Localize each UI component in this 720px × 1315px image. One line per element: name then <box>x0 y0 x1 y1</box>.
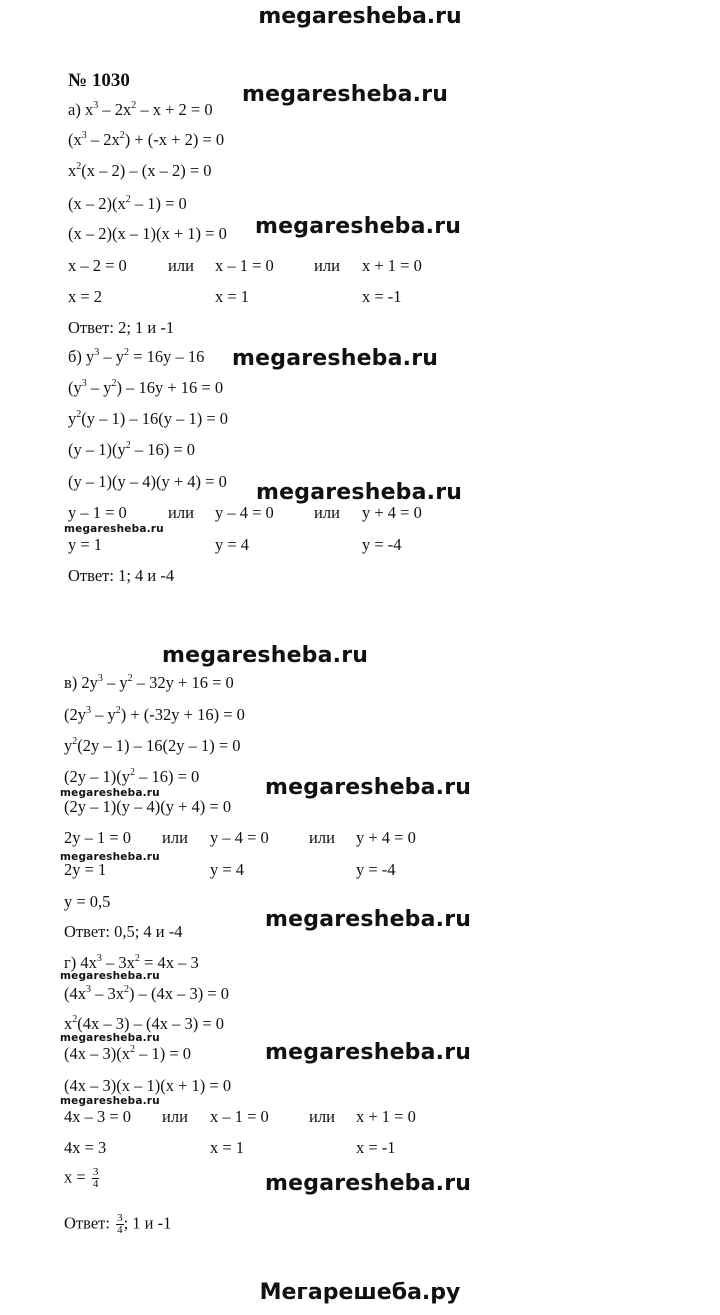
part-b-case-2: y – 4 = 0 <box>215 503 274 522</box>
watermark-small-2: megaresheba.ru <box>60 787 160 799</box>
part-v-step-1: $(2y^3 - y^2) + (-32y + 16) = 0$ <box>64 704 245 724</box>
part-a-step-4: (x – 2)(x – 1)(x + 1) = 0 <box>68 224 227 243</box>
part-g-step-4: (4x – 3)(x – 1)(x + 1) = 0 <box>64 1076 232 1095</box>
part-g-root-3: x = -1 <box>356 1138 396 1157</box>
watermark-1: megaresheba.ru <box>242 82 449 107</box>
part-v-step-4: (2y – 1)(y – 4)(y + 4) = 0 <box>64 797 232 816</box>
part-v-root-2: y = 4 <box>210 860 245 879</box>
part-a-root-3: x = -1 <box>362 287 402 306</box>
part-a-case-2: x – 1 = 0 <box>215 256 274 275</box>
part-b-equation: б) $y^3 - y^2 = 16y - 16$ <box>68 346 205 366</box>
part-g-step-3: $(4x - 3)(x^2 - 1) = 0$ <box>64 1043 192 1063</box>
fraction-three-quarters: $\frac{3}{4}$ <box>92 1166 99 1190</box>
site-header: megaresheba.ru <box>258 4 462 29</box>
watermark-8: megaresheba.ru <box>265 1040 472 1065</box>
watermark-9: megaresheba.ru <box>265 1171 472 1196</box>
part-g-step-2: $x^2(4x - 3) - (4x - 3) = 0$ <box>64 1013 225 1033</box>
part-v-step-3: $(2y - 1)(y^2 - 16) = 0$ <box>64 766 200 786</box>
watermark-small-5: megaresheba.ru <box>60 1032 160 1044</box>
part-a-step-2: $x^2(x - 2) - (x - 2) = 0$ <box>68 160 212 180</box>
part-a-root-2: x = 1 <box>215 287 250 306</box>
watermark-2: megaresheba.ru <box>255 214 462 239</box>
part-a-root-1: x = 2 <box>68 287 103 306</box>
part-v-root-3: y = -4 <box>356 860 396 879</box>
part-v-root-1: 2y = 1 <box>64 860 107 879</box>
answer-fraction: $\frac{3}{4}$ <box>117 1212 123 1236</box>
part-g-step-1: $(4x^3 - 3x^2) - (4x - 3) = 0$ <box>64 983 230 1003</box>
part-b-root-1: y = 1 <box>68 535 103 554</box>
part-a-or-1: или <box>168 256 194 275</box>
part-g-case-3: x + 1 = 0 <box>356 1107 416 1126</box>
part-b-step-3: $(y - 1)(y^2 - 16) = 0$ <box>68 439 196 459</box>
part-g-root-1: 4x = 3 <box>64 1138 107 1157</box>
part-v-or-1: или <box>162 828 188 847</box>
part-a-step-3: $(x - 2)(x^2 - 1) = 0$ <box>68 193 187 213</box>
part-b-root-3: y = -4 <box>362 535 402 554</box>
watermark-5: megaresheba.ru <box>162 643 369 668</box>
part-g-answer: Ответ: $\frac{3}{4}$ ; 1 и -1 <box>64 1212 172 1236</box>
part-b-step-1: $(y^3 - y^2) - 16y + 16 = 0$ <box>68 377 224 397</box>
part-g-or-2: или <box>309 1107 335 1126</box>
part-b-step-2: $y^2(y - 1) - 16(y - 1) = 0$ <box>68 408 229 428</box>
part-b-answer: Ответ: 1; 4 и -4 <box>68 566 175 585</box>
part-v-case-2: y – 4 = 0 <box>210 828 269 847</box>
part-a-answer: Ответ: 2; 1 и -1 <box>68 318 175 337</box>
watermark-7: megaresheba.ru <box>265 907 472 932</box>
part-g-case-1: 4x – 3 = 0 <box>64 1107 132 1126</box>
part-b-case-1: y – 1 = 0 <box>68 503 127 522</box>
part-a-case-1: x – 2 = 0 <box>68 256 127 275</box>
part-v-or-2: или <box>309 828 335 847</box>
part-g-equation: г) $4x^3 - 3x^2 = 4x - 3$ <box>64 952 199 972</box>
watermark-3: megaresheba.ru <box>232 346 439 371</box>
watermark-4: megaresheba.ru <box>256 480 463 505</box>
part-g-case-2: x – 1 = 0 <box>210 1107 269 1126</box>
part-a-equation: а) $x^3 - 2x^2 - x + 2 = 0$ <box>68 99 213 119</box>
watermark-small-1: megaresheba.ru <box>64 523 164 535</box>
part-b-root-2: y = 4 <box>215 535 250 554</box>
part-v-answer: Ответ: 0,5; 4 и -4 <box>64 922 183 941</box>
part-a-case-3: x + 1 = 0 <box>362 256 422 275</box>
part-g-or-1: или <box>162 1107 188 1126</box>
part-b-step-4: (y – 1)(y – 4)(y + 4) = 0 <box>68 472 227 491</box>
watermark-6: megaresheba.ru <box>265 775 472 800</box>
part-v-step-2: $y^2(2y - 1) - 16(2y - 1) = 0$ <box>64 735 241 755</box>
part-b-or-1: или <box>168 503 194 522</box>
part-g-root-final: x = $\frac{3}{4}$ <box>64 1166 99 1190</box>
part-v-case-1: 2y – 1 = 0 <box>64 828 132 847</box>
site-footer: Мегарешеба.ру <box>259 1280 461 1305</box>
part-v-root-final: y = 0,5 <box>64 892 111 911</box>
part-a-or-2: или <box>314 256 340 275</box>
part-b-case-3: y + 4 = 0 <box>362 503 422 522</box>
watermark-small-6: megaresheba.ru <box>60 1095 160 1107</box>
part-v-case-3: y + 4 = 0 <box>356 828 416 847</box>
part-g-root-2: x = 1 <box>210 1138 245 1157</box>
part-a-step-1: $(x^3 - 2x^2) + (-x + 2) = 0$ <box>68 129 225 149</box>
part-v-equation: в) $2y^3 - y^2 - 32y + 16 = 0$ <box>64 672 234 692</box>
watermark-small-4: megaresheba.ru <box>60 970 160 982</box>
watermark-small-3: megaresheba.ru <box>60 851 160 863</box>
problem-number: № 1030 <box>68 70 130 91</box>
part-b-or-2: или <box>314 503 340 522</box>
